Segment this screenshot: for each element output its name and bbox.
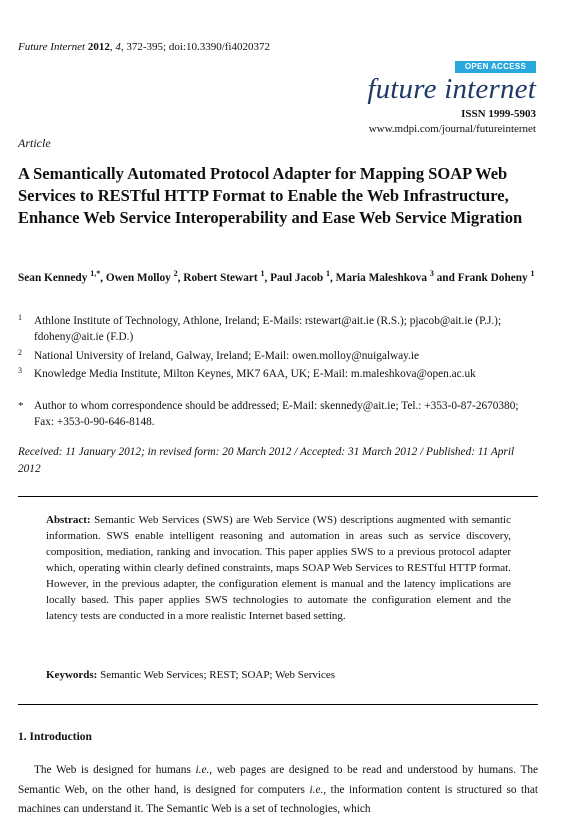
abstract-text: Semantic Web Services (SWS) are Web Service (WS) descriptions augmented with semantic information. SWS enable intelligent reasoning and automation in areas such as service discovery, composition, mediation, ranking and invocation. This paper applies SWS to a previous protocol adapter which, operating within clearly defined constraints, maps SOAP Web Services to RESTful HTTP format. However, in the previous adapter, the configuration element is manual and the latency implications are locally based. This paper applies SWS technologies to automate the configuration element and the latency tests are conducted in a more realistic Internet based setting. — [46, 514, 511, 622]
author-sup: 1,* — [90, 269, 101, 278]
author-name: Maria Maleshkova — [335, 271, 427, 284]
open-access-badge: OPEN ACCESS — [455, 61, 536, 73]
journal-website-link[interactable]: www.mdpi.com/journal/futureinternet — [368, 123, 536, 135]
intro-text-1: The Web is designed for humans — [34, 764, 196, 776]
author-name: Paul Jacob — [270, 271, 324, 284]
journal-logo: future internet — [367, 73, 536, 105]
author-sup: 1 — [326, 269, 331, 278]
intro-text-3: , the information content is structured so that machines can understand it. The Semantic Web is a set of technologies, which — [18, 783, 538, 815]
abstract-label: Abstract: — [46, 514, 91, 526]
citation-doi: , 372-395; doi:10.3390/fi4020372 — [120, 41, 270, 53]
intro-text-2: , web pages are designed to be read and understood by humans. The Semantic Web, on the other hand, is designed for computers — [18, 764, 539, 796]
affiliation-1 — [18, 313, 538, 345]
author-name: Owen Molloy — [105, 271, 171, 284]
keywords-text: Semantic Web Services; REST; SOAP; Web Services — [100, 669, 335, 681]
article-type: Article — [18, 136, 51, 150]
section-heading: 1. Introduction — [18, 731, 92, 743]
affiliation-text: Athlone Institute of Technology, Athlone, Ireland; E-Mails: rstewart@ait.ie (R.S.); pjacob@ait.ie (P.J.); fdoheny@ait.ie (F.D.) — [34, 315, 502, 343]
affiliation-2 — [18, 348, 538, 364]
issn: ISSN 1999-5903 — [461, 108, 536, 120]
author-name: Sean Kennedy — [18, 271, 88, 284]
correspondence-text: Author to whom correspondence should be addressed; E-Mail: skennedy@ait.ie; Tel.: +353-0-87-2670380; Fax: +353-0-90-646-8148. — [34, 400, 519, 428]
author-name: Frank Doheny — [457, 271, 528, 284]
affiliation-text: Knowledge Media Institute, Milton Keynes, MK7 6AA, UK; E-Mail: m.maleshkova@open.ac.uk — [34, 368, 476, 380]
intro-paragraph — [18, 761, 538, 820]
affiliation-mark: 1 — [18, 313, 22, 322]
affiliation-mark: 3 — [18, 366, 22, 375]
intro-ie-2: i.e. — [309, 783, 324, 796]
affiliation-3 — [18, 366, 538, 382]
publication-dates: Received: 11 January 2012; in revised form: 20 March 2012 / Accepted: 31 March 2012 / Published: 11 April 2012 — [18, 446, 515, 475]
paper-title: A Semantically Automated Protocol Adapter for Mapping SOAP Web Services to RESTful HTTP Format to Enable the Web Infrastructure, Enhance Web Service Interoperability and Ease Web Service Migration — [18, 164, 523, 227]
affiliation-mark: 2 — [18, 348, 22, 357]
citation-line: Future Internet 2012, 4, 372-395; doi:10.3390/fi4020372 — [18, 41, 270, 53]
author-sup: 3 — [429, 269, 434, 278]
author-sup: 1 — [530, 269, 535, 278]
author-sup: 1 — [260, 269, 265, 278]
affiliation-text: National University of Ireland, Galway, Ireland; E-Mail: owen.molloy@nuigalway.ie — [34, 350, 420, 362]
correspondence — [18, 398, 538, 430]
intro-ie-1: i.e. — [195, 764, 210, 776]
author-sup: 2 — [173, 269, 178, 278]
keywords-label: Keywords: — [46, 669, 98, 681]
citation-year: 2012 — [87, 41, 110, 53]
divider-top — [18, 496, 538, 497]
correspondence-mark: * — [18, 400, 24, 412]
divider-bottom — [18, 704, 538, 705]
keywords — [46, 669, 511, 681]
abstract — [46, 512, 511, 624]
author-name: Robert Stewart — [183, 271, 258, 284]
author-list: Sean Kennedy $^{1,*}$, Owen Molloy $^2$, Robert Stewart $^1$, Paul Jacob $^1$, Maria Maleshkova $^3$ and Frank Doheny $^1$ — [18, 269, 535, 284]
citation-journal: Future Internet — [18, 41, 86, 53]
citation-volume: 4 — [115, 41, 121, 53]
